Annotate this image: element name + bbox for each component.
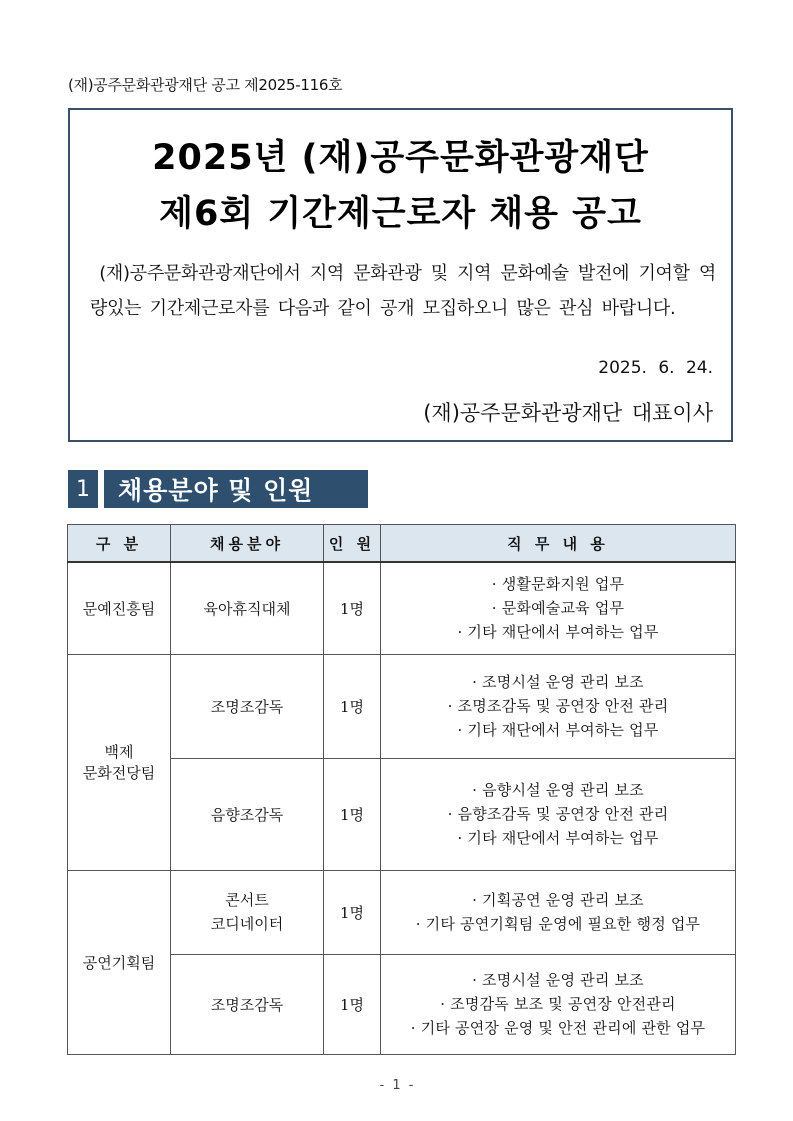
duty-item: · 기타 재단에서 부여하는 업무 — [457, 721, 659, 739]
announcement-date: 2025. 6. 24. — [598, 358, 713, 378]
duty-item: · 기획공연 운영 관리 보조 — [472, 891, 644, 909]
duty-item: · 조명조감독 및 공연장 안전 관리 — [447, 697, 669, 715]
section-number: 1 — [68, 470, 98, 508]
duties-cell — [381, 758, 736, 870]
division-cell: 공연기획팀 — [68, 870, 171, 1054]
duty-item: · 기타 재단에서 부여하는 업무 — [457, 829, 659, 847]
intro-paragraph — [90, 256, 716, 326]
duty-item: · 조명시설 운영 관리 보조 — [472, 673, 644, 691]
section-1-heading — [68, 470, 368, 508]
field-cell: 육아휴직대체 — [171, 562, 324, 654]
count-cell: 1명 — [324, 654, 381, 758]
section-title: 채용분야 및 인원 — [104, 470, 368, 508]
header-count: 인 원 — [324, 525, 381, 563]
field-cell: 음향조감독 — [171, 758, 324, 870]
header-division: 구 분 — [68, 525, 171, 563]
duty-item: · 기타 재단에서 부여하는 업무 — [457, 623, 659, 642]
count-cell: 1명 — [324, 870, 381, 954]
header-field: 채용분야 — [171, 525, 324, 563]
duty-item: · 조명감독 보조 및 공연장 안전관리 — [440, 995, 676, 1013]
duty-item: · 기타 공연기획팀 운영에 필요한 행정 업무 — [415, 915, 701, 933]
duties-cell — [381, 870, 736, 954]
recruitment-table — [67, 524, 736, 1055]
count-cell: 1명 — [324, 954, 381, 1054]
page-title-line-1: 2025년 (재)공주문화관광재단 — [152, 138, 649, 178]
duty-item: · 기타 공연장 운영 및 안전 관리에 관한 업무 — [410, 1019, 706, 1037]
table-row — [68, 870, 736, 954]
signatory: (재)공주문화관광재단 대표이사 — [423, 401, 713, 425]
duties-cell — [381, 954, 736, 1054]
page-number: - 1 - — [379, 1078, 414, 1093]
division-cell: 문예진흥팀 — [68, 562, 171, 654]
duty-item: · 음향시설 운영 관리 보조 — [472, 781, 644, 799]
duty-item: · 음향조감독 및 공연장 안전 관리 — [447, 805, 669, 823]
intro-text: (재)공주문화관광재단에서 지역 문화관광 및 지역 문화예술 발전에 기여할 역량있는 기간제근로자를 다음과 같이 공개 모집하오니 많은 관심 바랍니다. — [90, 263, 716, 319]
title-box — [68, 108, 733, 442]
duty-item: · 조명시설 운영 관리 보조 — [472, 971, 644, 989]
table-row — [68, 654, 736, 758]
duty-item: · 생활문화지원 업무 — [491, 575, 625, 594]
field-cell: 조명조감독 — [171, 954, 324, 1054]
duties-cell — [381, 654, 736, 758]
field-cell: 조명조감독 — [171, 654, 324, 758]
field-cell: 콘서트 코디네이터 — [171, 870, 324, 954]
duty-item: · 문화예술교육 업무 — [491, 599, 625, 618]
header-duties: 직 무 내 용 — [381, 525, 736, 563]
duties-cell — [381, 562, 736, 654]
table-header-row — [68, 525, 736, 563]
count-cell: 1명 — [324, 758, 381, 870]
notice-number: (재)공주문화관광재단 공고 제2025-116호 — [68, 76, 343, 94]
count-cell: 1명 — [324, 562, 381, 654]
division-cell: 백제 문화전당팀 — [68, 654, 171, 870]
table-row — [68, 562, 736, 654]
page-title-line-2: 제6회 기간제근로자 채용 공고 — [159, 194, 642, 234]
